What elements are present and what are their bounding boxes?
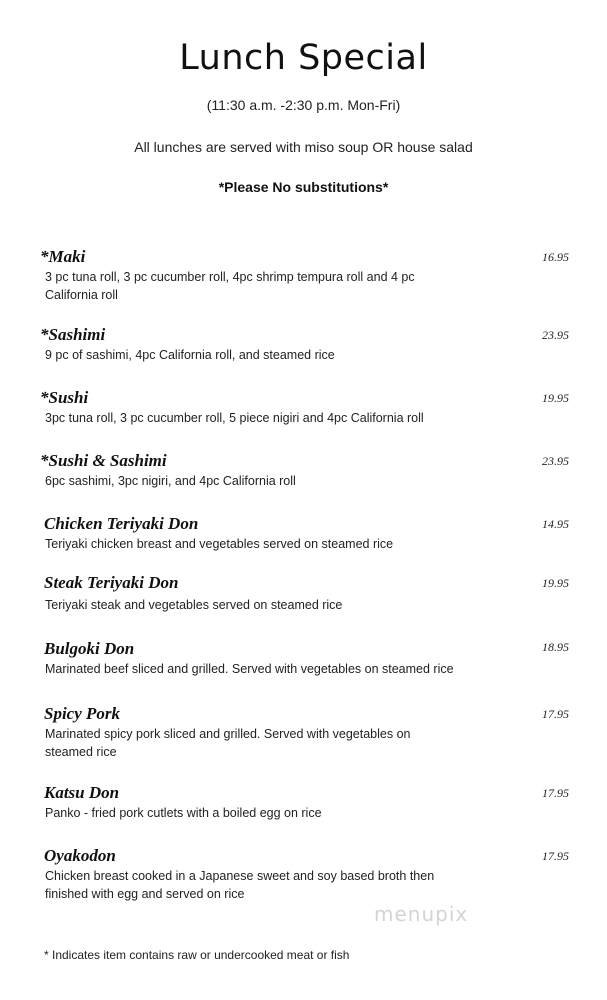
item-description: 3pc tuna roll, 3 pc cucumber roll, 5 piece nigiri and 4pc California roll xyxy=(45,411,424,425)
item-price: 17.95 xyxy=(542,786,569,800)
menupix-watermark: menupix xyxy=(374,902,469,926)
item-name: Oyakodon xyxy=(44,846,116,865)
item-name: *Sushi & Sashimi xyxy=(40,451,167,470)
item-price: 23.95 xyxy=(542,454,569,468)
served-with-note: All lunches are served with miso soup OR house salad xyxy=(134,139,473,155)
item-name: Spicy Pork xyxy=(44,704,121,723)
lunch-hours: (11:30 a.m. -2:30 p.m. Mon-Fri) xyxy=(206,97,401,113)
item-name: Chicken Teriyaki Don xyxy=(44,514,199,533)
item-price: 16.95 xyxy=(542,250,569,264)
item-description: 6pc sashimi, 3pc nigiri, and 4pc California roll xyxy=(45,474,296,488)
item-name: Bulgoki Don xyxy=(44,639,135,658)
item-name: *Sushi xyxy=(40,388,89,407)
item-description: Teriyaki steak and vegetables served on steamed rice xyxy=(45,598,343,612)
menu-title: Lunch Special xyxy=(179,38,428,78)
item-price: 17.95 xyxy=(542,849,569,863)
item-name: *Sashimi xyxy=(40,325,106,344)
item-price: 23.95 xyxy=(542,328,569,342)
item-description: 9 pc of sashimi, 4pc California roll, and steamed rice xyxy=(45,348,335,362)
item-name: Katsu Don xyxy=(44,783,120,802)
item-name: *Maki xyxy=(40,247,86,266)
item-description: Chicken breast cooked in a Japanese sweet and soy based broth then finished with egg and served on rice xyxy=(45,869,435,901)
item-price: 14.95 xyxy=(542,517,569,531)
item-price: 19.95 xyxy=(542,391,569,405)
item-price: 18.95 xyxy=(542,640,569,654)
item-price: 19.95 xyxy=(542,576,569,590)
item-description: Marinated beef sliced and grilled. Served with vegetables on steamed rice xyxy=(45,662,454,676)
item-name: Steak Teriyaki Don xyxy=(44,573,179,592)
item-description: Panko - fried pork cutlets with a boiled egg on rice xyxy=(45,806,322,820)
item-description: Marinated spicy pork sliced and grilled. Served with vegetables on steamed rice xyxy=(45,727,411,759)
item-price: 17.95 xyxy=(542,707,569,721)
item-description: 3 pc tuna roll, 3 pc cucumber roll, 4pc shrimp tempura roll and 4 pc California roll xyxy=(45,270,415,302)
item-description: Teriyaki chicken breast and vegetables served on steamed rice xyxy=(45,537,394,551)
raw-food-footnote: * Indicates item contains raw or undercooked meat or fish xyxy=(44,948,350,962)
no-substitutions-note: *Please No substitutions* xyxy=(218,179,389,195)
